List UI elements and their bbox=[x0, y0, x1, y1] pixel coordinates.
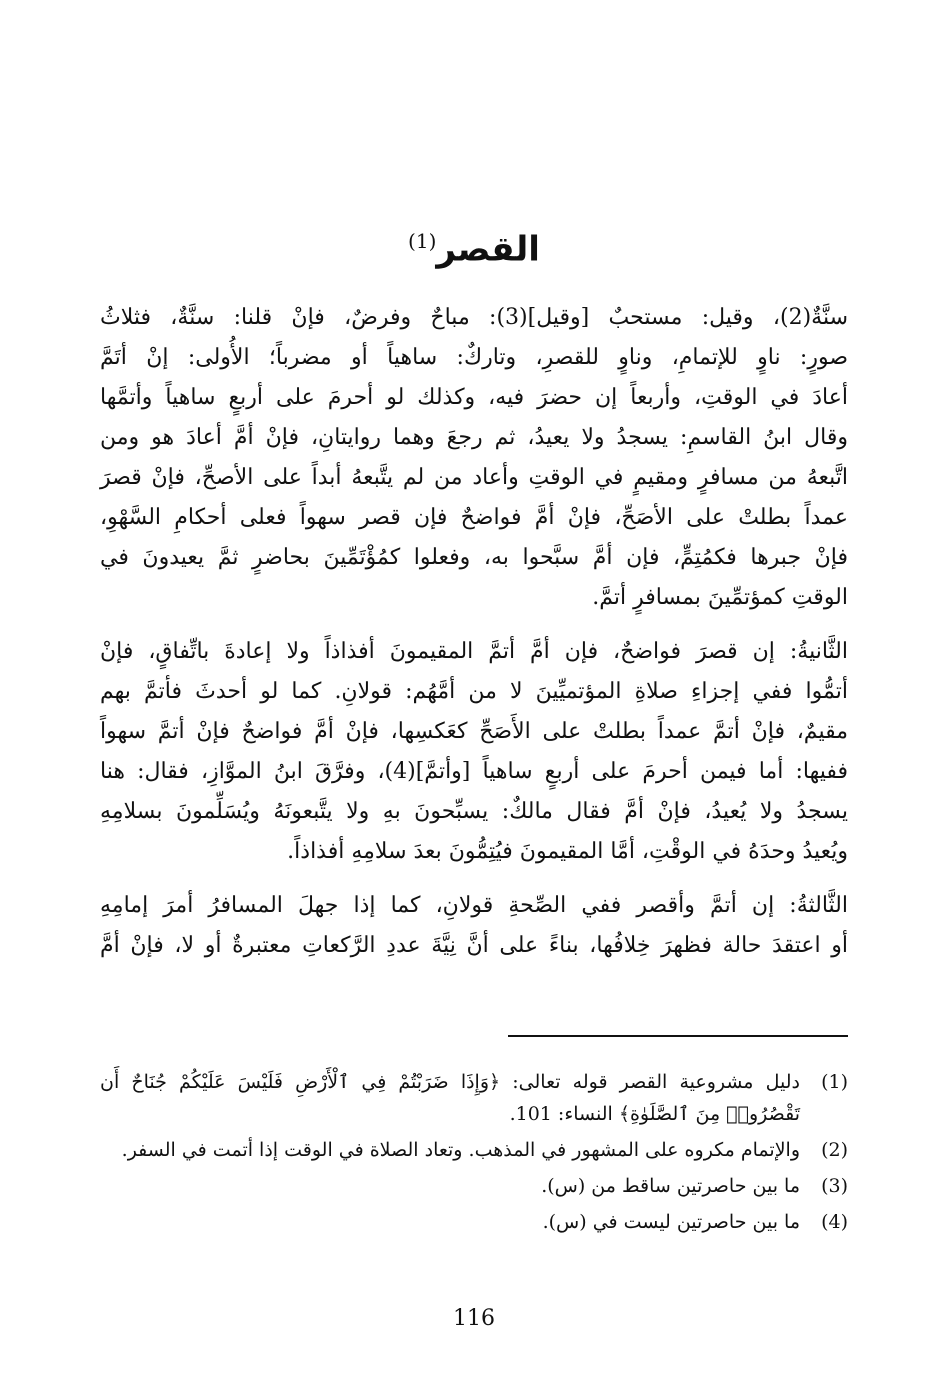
text-line: أعادَ في الوقتِ، وأربعاً إن حضرَ فيه، وكذلك لو أحرمَ على أربعٍ ساهياً وأتمَّها bbox=[100, 385, 848, 410]
chapter-title-footnote-ref: (1) bbox=[408, 228, 437, 253]
footnote-text: ما بين حاصرتين ليست في (س). bbox=[542, 1211, 800, 1233]
footnote-text: والإتمام مكروه على المشهور في المذهب. وتعاد الصلاة في الوقت إذا أتمت في السفر. bbox=[121, 1139, 800, 1161]
text-line: صورٍ: ناوٍ للإتمامِ، وناوٍ للقصرِ، وتاركٌ: ساهياً أو مضرباً؛ الأُولى: إنْ أتَمَّ bbox=[100, 345, 848, 370]
text-line: الثَّانيةُ: إن قصرَ فواضحٌ، فإن أمَّ أتمَّ المقيمونَ أفذاذاً ولا إعادةَ باتِّفاقٍ، فإنْ bbox=[100, 639, 848, 664]
text-line: الوقتِ كمؤتمِّينَ بمسافرٍ أتمَّ. bbox=[592, 585, 848, 610]
text-line: فإنْ جبرها فكمُتِمٍّ، فإن أمَّ سبَّحوا به، وفعلوا كمُؤْتَمِّينَ بحاضرٍ ثمَّ يعيدونَ في bbox=[100, 545, 848, 570]
footnote-number: (2) bbox=[821, 1139, 848, 1161]
paragraph-2 bbox=[100, 632, 848, 872]
footnote-text: دليل مشروعية القصر قوله تعالى: ﴿وَإِذَا ضَرَبْتُمْ فِي ٱلْأَرْضِ فَلَيْسَ عَلَيْكُمْ جُنَاحٌ أَن تَقْصُرُوا۟ مِنَ ٱلصَّلَوٰةِ﴾ النساء: 101. bbox=[100, 1071, 800, 1125]
footnote-text: ما بين حاصرتين ساقط من (س). bbox=[541, 1175, 800, 1197]
footnote-item bbox=[100, 1206, 848, 1238]
text-line: سنَّةٌ(2)، وقيل: مستحبٌ [وقيل](3): مباحٌ وفرضٌ، فإنْ قلنا: سنَّةٌ، فثلاثُ bbox=[100, 305, 849, 330]
footnote-item bbox=[100, 1134, 848, 1166]
footnote-item bbox=[100, 1066, 848, 1130]
text-line: عمداً بطلتْ على الأصَحِّ، فإنْ أمَّ فواضحٌ فإن قصر سهواً فعلى أحكامِ السَّهْوِ، bbox=[100, 505, 848, 530]
text-line: أتمُّوا ففي إجزاءِ صلاةِ المؤتميِّينَ لا من أمَّهُم: قولانِ. كما لو أحدثَ فأتمَّ بهم bbox=[100, 679, 848, 704]
paragraph-3 bbox=[100, 886, 848, 966]
text-line: أو اعتقدَ حالة فظهرَ خِلافُها، بناءً على أنَّ نِيَّةَ عددِ الرَّكعاتِ معتبرةٌ أو لا، فإنْ أمَّ bbox=[100, 933, 848, 958]
footnote-number: (1) bbox=[821, 1071, 848, 1093]
footnotes bbox=[100, 1066, 848, 1242]
footnote-item bbox=[100, 1170, 848, 1202]
footnote-number: (4) bbox=[821, 1211, 848, 1233]
text-line: مقيمٌ، فإنْ أتمَّ عمداً بطلتْ على الأَصَحِّ كعَكسِها، فإنْ أمَّ فواضحٌ فإنْ أتمَّ سهواً bbox=[100, 719, 848, 744]
page-number: 116 bbox=[453, 1306, 495, 1331]
text-line: يسجدُ ولا يُعيدُ، فإنْ أمَّ فقال مالكٌ: يسبِّحونَ بهِ ولا يتَّبعونَهُ ويُسَلِّمونَ بسلامِهِ bbox=[100, 799, 848, 824]
chapter-title bbox=[0, 211, 948, 279]
chapter-title-text: القصر bbox=[436, 229, 540, 270]
text-line: الثَّالثةُ: إن أتمَّ وأقصر ففي الصِّحةِ قولانِ، كما إذا جهلَ المسافرُ أمرَ إمامِهِ bbox=[100, 893, 848, 918]
text-line: ففيها: أما فيمن أحرمَ على أربعٍ ساهياً [وأتمَّ](4)، وفرَّقَ ابنُ الموَّازِ، فقال: هنا bbox=[100, 759, 848, 784]
paragraph-1 bbox=[100, 298, 848, 618]
text-line: وقال ابنُ القاسمِ: يسجدُ ولا يعيدُ، ثم رجعَ وهما روايتانِ، فإنْ أمَّ أعادَ هو ومن bbox=[100, 425, 848, 450]
text-line: ويُعيدُ وحدَهُ في الوقْتِ، أمَّا المقيمونَ فيُتِمُّونَ بعدَ سلامِهِ أفذاذاً. bbox=[287, 839, 848, 864]
footnote-separator bbox=[508, 1035, 848, 1037]
main-text bbox=[100, 298, 848, 980]
text-line: اتَّبعهُ من مسافرٍ ومقيمٍ في الوقتِ وأعاد من لم يتَّبعهُ أبداً على الأصحِّ، فإنْ قصرَ bbox=[100, 465, 848, 490]
footnote-number: (3) bbox=[821, 1175, 848, 1197]
